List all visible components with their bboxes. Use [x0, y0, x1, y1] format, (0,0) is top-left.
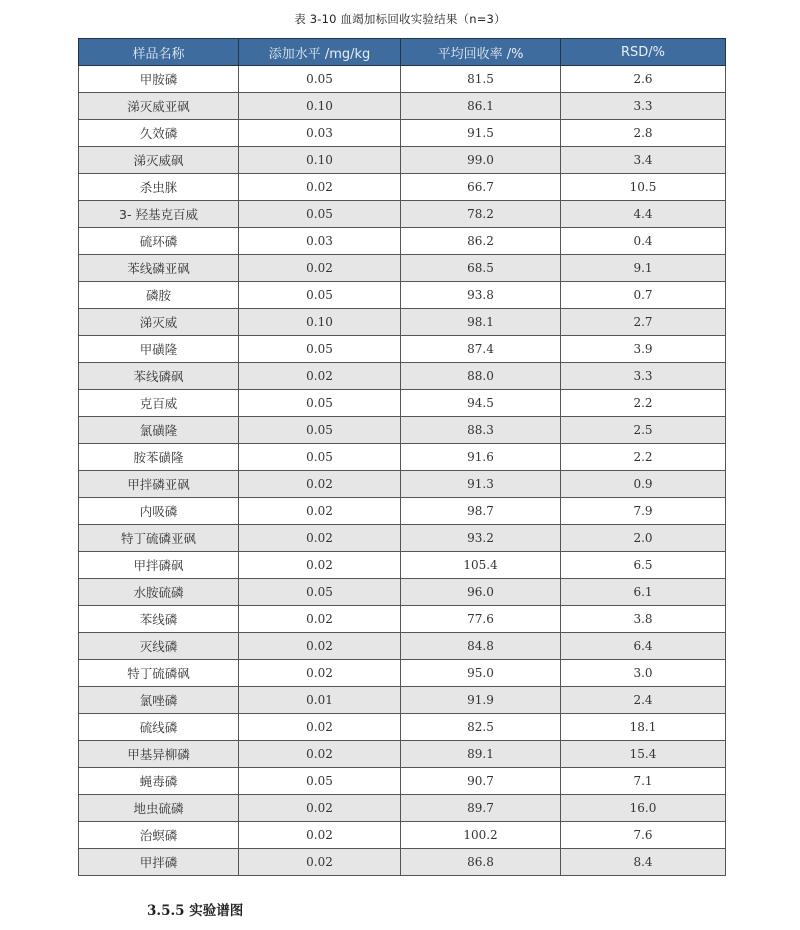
cell-spike-level: 0.02: [239, 255, 401, 282]
cell-spike-level: 0.05: [239, 282, 401, 309]
table-row: [79, 741, 726, 768]
cell-sample-name: 特丁硫磷砜: [79, 660, 239, 687]
cell-rsd: 0.7: [561, 282, 726, 309]
table-row: [79, 390, 726, 417]
cell-spike-level: 0.02: [239, 660, 401, 687]
cell-sample-name: 水胺硫磷: [79, 579, 239, 606]
table-caption: 表 3-10 血竭加标回收实验结果（n=3）: [294, 12, 506, 26]
table-row: [79, 363, 726, 390]
cell-sample-name: 3- 羟基克百威: [79, 201, 239, 228]
table-row: [79, 282, 726, 309]
header-sample-name: 样品名称: [79, 39, 239, 66]
cell-sample-name: 特丁硫磷亚砜: [79, 525, 239, 552]
cell-rsd: 7.6: [561, 822, 726, 849]
cell-spike-level: 0.05: [239, 417, 401, 444]
cell-spike-level: 0.02: [239, 174, 401, 201]
cell-spike-level: 0.05: [239, 768, 401, 795]
table-row: [79, 201, 726, 228]
cell-rsd: 2.8: [561, 120, 726, 147]
cell-average-recovery: 88.0: [401, 363, 561, 390]
cell-spike-level: 0.05: [239, 336, 401, 363]
table-row: [79, 633, 726, 660]
cell-average-recovery: 91.9: [401, 687, 561, 714]
cell-average-recovery: 84.8: [401, 633, 561, 660]
table-row: [79, 444, 726, 471]
table-row: [79, 498, 726, 525]
table-row: [79, 471, 726, 498]
cell-average-recovery: 78.2: [401, 201, 561, 228]
cell-average-recovery: 89.1: [401, 741, 561, 768]
cell-rsd: 9.1: [561, 255, 726, 282]
cell-spike-level: 0.01: [239, 687, 401, 714]
cell-spike-level: 0.02: [239, 714, 401, 741]
cell-rsd: 10.5: [561, 174, 726, 201]
table-row: [79, 606, 726, 633]
cell-sample-name: 甲胺磷: [79, 66, 239, 93]
table-row: [79, 579, 726, 606]
cell-average-recovery: 86.1: [401, 93, 561, 120]
cell-average-recovery: 105.4: [401, 552, 561, 579]
cell-average-recovery: 99.0: [401, 147, 561, 174]
cell-average-recovery: 94.5: [401, 390, 561, 417]
cell-average-recovery: 100.2: [401, 822, 561, 849]
cell-average-recovery: 95.0: [401, 660, 561, 687]
cell-average-recovery: 91.5: [401, 120, 561, 147]
cell-rsd: 7.1: [561, 768, 726, 795]
cell-rsd: 3.9: [561, 336, 726, 363]
cell-average-recovery: 87.4: [401, 336, 561, 363]
cell-sample-name: 杀虫脒: [79, 174, 239, 201]
cell-rsd: 2.2: [561, 444, 726, 471]
cell-rsd: 3.3: [561, 93, 726, 120]
cell-rsd: 3.8: [561, 606, 726, 633]
cell-average-recovery: 90.7: [401, 768, 561, 795]
cell-spike-level: 0.02: [239, 471, 401, 498]
table-row: [79, 795, 726, 822]
header-spike-level: 添加水平 /mg/kg: [239, 39, 401, 66]
cell-spike-level: 0.02: [239, 822, 401, 849]
cell-rsd: 2.6: [561, 66, 726, 93]
table-row: [79, 120, 726, 147]
cell-sample-name: 地虫硫磷: [79, 795, 239, 822]
cell-rsd: 6.5: [561, 552, 726, 579]
cell-rsd: 2.2: [561, 390, 726, 417]
cell-rsd: 6.4: [561, 633, 726, 660]
cell-sample-name: 涕灭威: [79, 309, 239, 336]
table-row: [79, 417, 726, 444]
cell-rsd: 16.0: [561, 795, 726, 822]
table-row: [79, 714, 726, 741]
cell-spike-level: 0.05: [239, 201, 401, 228]
cell-spike-level: 0.02: [239, 633, 401, 660]
cell-rsd: 4.4: [561, 201, 726, 228]
recovery-results-table: [78, 38, 726, 876]
cell-spike-level: 0.03: [239, 120, 401, 147]
cell-sample-name: 克百威: [79, 390, 239, 417]
table-row: [79, 768, 726, 795]
cell-rsd: 15.4: [561, 741, 726, 768]
cell-sample-name: 氯唑磷: [79, 687, 239, 714]
table-row: [79, 687, 726, 714]
cell-rsd: 2.7: [561, 309, 726, 336]
cell-average-recovery: 86.8: [401, 849, 561, 876]
cell-average-recovery: 82.5: [401, 714, 561, 741]
cell-spike-level: 0.05: [239, 66, 401, 93]
cell-sample-name: 涕灭威砜: [79, 147, 239, 174]
cell-spike-level: 0.02: [239, 606, 401, 633]
cell-average-recovery: 77.6: [401, 606, 561, 633]
table-row: [79, 228, 726, 255]
cell-average-recovery: 98.1: [401, 309, 561, 336]
cell-sample-name: 甲基异柳磷: [79, 741, 239, 768]
table-row: [79, 66, 726, 93]
cell-sample-name: 治螟磷: [79, 822, 239, 849]
cell-rsd: 3.4: [561, 147, 726, 174]
header-average-recovery: 平均回收率 /%: [401, 39, 561, 66]
table-row: [79, 822, 726, 849]
cell-sample-name: 硫环磷: [79, 228, 239, 255]
cell-sample-name: 苯线磷亚砜: [79, 255, 239, 282]
table-row: [79, 255, 726, 282]
cell-average-recovery: 81.5: [401, 66, 561, 93]
cell-rsd: 8.4: [561, 849, 726, 876]
cell-sample-name: 苯线磷砜: [79, 363, 239, 390]
cell-spike-level: 0.02: [239, 849, 401, 876]
cell-average-recovery: 98.7: [401, 498, 561, 525]
cell-rsd: 3.3: [561, 363, 726, 390]
table-row: [79, 336, 726, 363]
table-row: [79, 552, 726, 579]
cell-spike-level: 0.02: [239, 795, 401, 822]
cell-rsd: 2.5: [561, 417, 726, 444]
cell-sample-name: 涕灭威亚砜: [79, 93, 239, 120]
cell-sample-name: 甲磺隆: [79, 336, 239, 363]
cell-sample-name: 甲拌磷砜: [79, 552, 239, 579]
cell-sample-name: 胺苯磺隆: [79, 444, 239, 471]
table-row: [79, 147, 726, 174]
cell-rsd: 2.0: [561, 525, 726, 552]
cell-rsd: 0.4: [561, 228, 726, 255]
cell-average-recovery: 91.6: [401, 444, 561, 471]
cell-sample-name: 氯磺隆: [79, 417, 239, 444]
cell-average-recovery: 68.5: [401, 255, 561, 282]
cell-spike-level: 0.05: [239, 390, 401, 417]
table-header-row: [79, 39, 726, 66]
cell-spike-level: 0.02: [239, 552, 401, 579]
cell-sample-name: 硫线磷: [79, 714, 239, 741]
cell-sample-name: 甲拌磷: [79, 849, 239, 876]
table-row: [79, 174, 726, 201]
cell-average-recovery: 93.8: [401, 282, 561, 309]
cell-spike-level: 0.10: [239, 309, 401, 336]
cell-average-recovery: 89.7: [401, 795, 561, 822]
cell-rsd: 7.9: [561, 498, 726, 525]
cell-spike-level: 0.05: [239, 579, 401, 606]
cell-rsd: 3.0: [561, 660, 726, 687]
cell-sample-name: 蝇毒磷: [79, 768, 239, 795]
cell-average-recovery: 93.2: [401, 525, 561, 552]
table-row: [79, 93, 726, 120]
cell-average-recovery: 91.3: [401, 471, 561, 498]
cell-sample-name: 内吸磷: [79, 498, 239, 525]
cell-spike-level: 0.02: [239, 498, 401, 525]
cell-spike-level: 0.03: [239, 228, 401, 255]
table-row: [79, 660, 726, 687]
cell-spike-level: 0.02: [239, 363, 401, 390]
cell-spike-level: 0.02: [239, 741, 401, 768]
cell-rsd: 0.9: [561, 471, 726, 498]
cell-spike-level: 0.10: [239, 93, 401, 120]
section-heading: 3.5.5 实验谱图: [147, 903, 244, 919]
table-body: [79, 66, 726, 876]
cell-spike-level: 0.02: [239, 525, 401, 552]
table-row: [79, 525, 726, 552]
table-row: [79, 849, 726, 876]
table-row: [79, 309, 726, 336]
cell-average-recovery: 86.2: [401, 228, 561, 255]
cell-sample-name: 磷胺: [79, 282, 239, 309]
cell-rsd: 18.1: [561, 714, 726, 741]
cell-average-recovery: 88.3: [401, 417, 561, 444]
cell-average-recovery: 96.0: [401, 579, 561, 606]
cell-sample-name: 甲拌磷亚砜: [79, 471, 239, 498]
cell-rsd: 2.4: [561, 687, 726, 714]
cell-spike-level: 0.05: [239, 444, 401, 471]
cell-sample-name: 苯线磷: [79, 606, 239, 633]
cell-average-recovery: 66.7: [401, 174, 561, 201]
cell-sample-name: 灭线磷: [79, 633, 239, 660]
cell-rsd: 6.1: [561, 579, 726, 606]
cell-sample-name: 久效磷: [79, 120, 239, 147]
header-rsd: RSD/%: [561, 39, 726, 66]
cell-spike-level: 0.10: [239, 147, 401, 174]
